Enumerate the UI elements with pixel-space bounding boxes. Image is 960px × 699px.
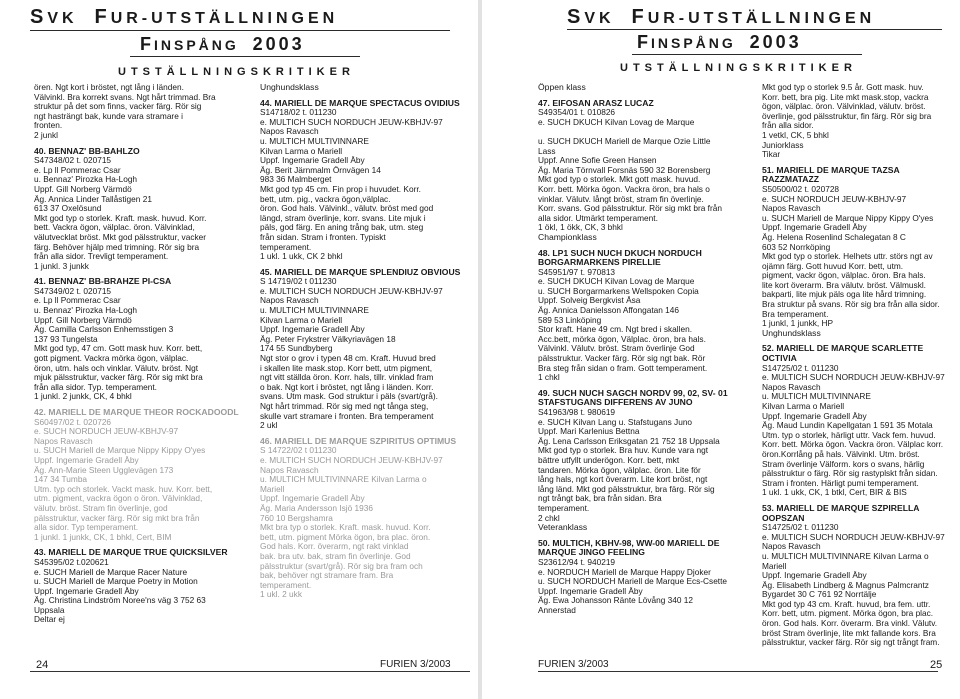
- entry-line: 147 34 Tumba: [34, 475, 88, 485]
- entry-line: tandaren. Mörka ögon, välplac. öron. Lite för: [538, 465, 701, 475]
- entry-line: 1 ukl. 1 ukk, CK, 1 btkl, Cert, BIR & BIS: [762, 488, 907, 498]
- right-column-2: [762, 83, 952, 648]
- entry-line: 603 52 Norrköping: [762, 242, 831, 252]
- entry-line: Korr. bett, utm. pigment. Mörka ögon, bra plac.: [762, 609, 934, 619]
- entry-line: pälsstruktur. Vacker färg. Rör sig ngt bak. Rör: [538, 354, 706, 364]
- entry-line: S14725/02 t. 011230: [762, 523, 839, 533]
- entry-line: Äg. Ewa Johansson Ränte Lövång 340 12: [538, 596, 693, 606]
- entry-line: e. NORDUCH Mariell de Marque Happy Djoker: [538, 567, 711, 577]
- entry-line: 1 vetkl, CK, 5 bhkl: [762, 130, 829, 140]
- entry-line: Napos Ravasch: [260, 127, 319, 137]
- entry-line: Lass: [538, 146, 556, 156]
- entry-line: Korr. bett. Mörka ögon. Vackra öron, bra hals o: [538, 184, 710, 194]
- show-entry: [538, 389, 736, 523]
- entry-line: S47349/02 t. 020715: [34, 286, 112, 296]
- show-entry: [34, 548, 242, 625]
- entry-title: 52. MARIELL DE MARQUE SCARLETTE OCTIVIA: [762, 343, 924, 364]
- entry-line: struktur på det som finns, vacker färg. Rör sig: [34, 101, 202, 112]
- entry-line: Äg. Berit Järnmalm Örnvägen 14: [260, 165, 381, 175]
- section-heading: UTSTÄLLNINGSKRITIKER: [620, 62, 857, 74]
- entry-line: Uppf. Solveig Bergkvist Åsa: [538, 296, 641, 306]
- entry-line: e. MULTICH SUCH NORDUCH JEUW-KBHJV-97: [260, 117, 443, 127]
- entry-line: e. MULTICH SUCH NORDUCH JEUW-KBHJV-97: [260, 286, 443, 296]
- entry-line: vinklar. Välutv. långt bröst, stram fin överlinje.: [538, 194, 704, 204]
- entry-line: 1 junkl. 3 junkk: [34, 261, 89, 271]
- entry-line: S23612/94 t. 940219: [538, 557, 616, 567]
- entry-line: temperament.: [260, 242, 312, 252]
- section-heading: UTSTÄLLNINGSKRITIKER: [118, 66, 355, 78]
- left-page: [0, 0, 478, 699]
- entry-line: Uppf. Gill Norberg Värmdö: [34, 315, 132, 325]
- entry-line: u. SUCH Borgarmarkens Wellspoken Copia: [538, 286, 699, 296]
- entry-line: fronten.: [34, 120, 63, 131]
- page-subtitle: FINSPÅNG 2003: [140, 34, 305, 54]
- entry-line: e. Lp ll Pommerac Csar: [34, 165, 121, 175]
- entry-line: Uppf. Gill Norberg Värmdö: [34, 184, 132, 194]
- page-title: SVK FUR-UTSTÄLLNINGEN: [30, 6, 339, 28]
- entry-line: Uppsala: [34, 605, 65, 615]
- entry-title: 48. LP1 SUCH NUCH DKUCH NORDUCH BORGARMARKENS PIRELLIE: [538, 247, 702, 268]
- entry-line: pälsstruktur, vacker färg. Rör sig mkt bra från: [34, 513, 200, 523]
- show-entry: [538, 99, 736, 233]
- entry-line: Bra steg från sidan o fram. Gott temperament.: [538, 363, 708, 373]
- entry-title: 45. MARIELL DE MARQUE SPLENDIUZ OBVIOUS: [260, 266, 461, 277]
- entry-line: bett. Vackra ögon, välplac. öron. Välvinklad,: [34, 223, 195, 233]
- class-heading: Öppen klass: [538, 82, 586, 92]
- show-entry: [260, 99, 468, 262]
- entry-line: e. MULTICH SUCH NORDUCH JEUW-KBHJV-97: [762, 532, 945, 542]
- entry-line: S 14722/02 t 011230: [260, 446, 337, 456]
- entry-line: 2 ukl: [260, 421, 278, 431]
- entry-line: Mkt god typ o storlek. Kraft. mask. huvud. Korr.: [34, 213, 207, 223]
- entry-line: Ngt hårt trimmad. Rör sig med ngt tånga steg,: [260, 402, 429, 411]
- entry-line: S47348/02 t. 020715: [34, 156, 112, 166]
- entry-line: Äg. Maud Lundin Kapellgatan 1 591 35 Motala: [762, 421, 933, 431]
- entry-line: Napos Ravasch: [762, 382, 821, 392]
- entry-line: Mariell: [762, 561, 787, 571]
- entry-line: pälsstruktur o färg. Rör sig rastyplskt från sidan.: [762, 469, 938, 479]
- entry-line: 137 93 Tungelsta: [34, 334, 98, 344]
- entry-line: 1 ökl, 1 ökk, CK, 3 bhkl: [538, 223, 623, 233]
- entry-line: u. SUCH Mariell de Marque Poetry in Motion: [34, 577, 198, 587]
- entry-line: utm. pigment, vackra ögon o öron. Välvinklad,: [34, 494, 203, 504]
- entry-line: Stram överlinje Välform. kors o svans, härlig: [762, 459, 925, 469]
- entry-line: o bak. Ngt kort i bröstet, ngt lång i länden. Korr.: [260, 382, 434, 392]
- entry-line: ngt hasträngt bak, kunde vara stramare i: [34, 110, 183, 121]
- show-entry: [762, 504, 952, 648]
- entry-line: Uppf. Ingemarie Gradell Åby: [260, 325, 365, 335]
- left-column-1: [34, 83, 242, 625]
- entry-line: Äg. Camilla Carlsson Enhemsstigen 3: [34, 325, 174, 335]
- class-heading: Unghundsklass: [260, 82, 319, 92]
- entry-line: pälsstruktur (svart/grå). Rör sig bra fram och: [260, 561, 423, 571]
- entry-line: e. SUCH DKUCH Kilvan Lovag de Marque: [538, 277, 695, 287]
- entry-title: 40. BENNAZ' BB-BAHLZO: [34, 145, 140, 156]
- entry-line: Äg. Elisabeth Lindberg & Magnus Palmcrantz: [762, 580, 929, 590]
- page-title: SVK FUR-UTSTÄLLNINGEN: [567, 6, 876, 28]
- entry-title: 50. MULTICH, KBHV-98, WW-00 MARIELL DE MARQUE JINGO FEELING: [538, 537, 720, 558]
- entry-line: 1 junkl, 1 junkk, HP: [762, 319, 834, 329]
- entry-line: Mkt god typ o storlek 9.5 år. Gott mask. huv.: [762, 83, 924, 92]
- entry-line: e. MULTICH SUCH NORDUCH JEUW-KBHJV-97: [260, 455, 443, 465]
- entry-line: Mkt god typ o storlek. Bra huv. Kunde vara ngt: [538, 446, 709, 456]
- entry-line: Napos Ravasch: [762, 204, 821, 214]
- entry-line: Bygardet 30 C 761 92 Norrtälje: [762, 590, 877, 600]
- entry-line: 983 36 Malmberget: [260, 175, 332, 185]
- entry-line: temperament.: [260, 580, 312, 590]
- entry-line: Uppf. Ingemarie Gradell Åby: [762, 411, 867, 421]
- entry-title: 53. MARIELL DE MARQUE SZPIRELLA OOPSZAN: [762, 502, 920, 523]
- entry-line: e. SUCH DKUCH Kilvan Lovag de Marque: [538, 117, 695, 127]
- entry-line: lite kort överarm. Bra välutv. bröst. Välmuskl.: [762, 280, 926, 290]
- show-entry: [762, 83, 952, 160]
- entry-line: Uppf. Ingemarie Gradell Åby: [34, 455, 139, 465]
- entry-line: 760 10 Bergshamra: [260, 513, 333, 523]
- entry-line: u. MULTICH MULTIVINNARE Kilvan Larma o: [762, 551, 929, 561]
- entry-line: Kilvan Larma o Mariell: [762, 402, 845, 411]
- entry-line: 1 ukl. 2 ukk: [260, 590, 302, 600]
- entry-line: alla sidor. Utmärkt temperament.: [538, 213, 658, 223]
- entry-line: u. MULTICH MULTIVINNARE Kilvan Larma o: [260, 475, 427, 485]
- entry-line: u. SUCH Mariell de Marque Nippy Kippy O'yes: [762, 213, 934, 223]
- entry-line: öron, utm. hals och vinklar. Välutv. bröst. Ngt: [34, 363, 199, 373]
- entry-line: u. SUCH DKUCH Mariell de Marque Ozie Little: [538, 136, 711, 146]
- entry-line: Äg. Lena Carlsson Eriksgatan 21 752 18 Uppsala: [538, 436, 720, 446]
- entry-line: mjuk pälsstruktur, vacker färg. Rör sig mkt bra: [34, 373, 203, 383]
- entry-line: Uppf. Ingemarie Gradell Åby: [34, 586, 139, 596]
- entry-line: gott pigment. Vackra mörka ögon, välplac.: [34, 354, 189, 364]
- page-number: 24: [36, 659, 49, 671]
- entry-line: God hals. Korr. överarm, ngt rakt vinklad: [260, 542, 409, 552]
- entry-line: e. SUCH Kilvan Lang u. Stafstugans Juno: [538, 417, 693, 427]
- entry-line: alla sidor. Typ temperament.: [34, 523, 139, 533]
- entry-line: u. MULTICH MULTIVINNARE: [762, 392, 871, 402]
- entry-line: Uppf. Ingemarie Gradell Åby: [762, 571, 867, 581]
- entry-line: Annerstad: [538, 605, 576, 615]
- entry-line: S41963/98 t. 980619: [538, 408, 616, 417]
- entry-line: S 14719/02 t 011230: [260, 277, 337, 287]
- entry-line: bröst Stram överlinje, lite mkt fallande kors. Bra: [762, 628, 936, 638]
- entry-line: temperament.: [538, 503, 590, 513]
- entry-line: Mkt god typ o storlek. Mkt gott mask. huvud.: [538, 175, 701, 185]
- footer-label: FURIEN 3/2003: [380, 659, 451, 670]
- entry-line: e. MULTICH SUCH NORDUCH JEUW-KBHJV-97: [762, 373, 945, 383]
- entry-line: 2 chkl: [538, 513, 560, 523]
- page-number: 25: [930, 659, 943, 671]
- entry-line: välutv. bröst. Stram fin överlinje, god: [34, 503, 168, 513]
- entry-line: svans. Utm mask. God struktur i päls (svart/grå).: [260, 392, 438, 402]
- footer-label: FURIEN 3/2003: [538, 659, 609, 670]
- show-entry: [34, 147, 242, 272]
- entry-title: 44. MARIELL DE MARQUE SPECTACUS OVIDIUS: [260, 97, 460, 108]
- entry-line: 1 ukl. 1 ukk, CK 2 bhkl: [260, 252, 343, 262]
- entry-line: Bra temperament.: [762, 309, 829, 319]
- entry-line: färg. Behöver hjälp med trimning. Rör sig bra: [34, 242, 200, 252]
- show-entry: [34, 408, 242, 542]
- entry-line: S14718/02 t. 011230: [260, 108, 337, 118]
- show-entry: [762, 166, 952, 329]
- entry-line: Äg. Helena Rosenlind Schalegatan 8 C: [762, 232, 906, 242]
- entry-line: Acc.bett, mörka ögon, Välplac. öron, bra hals.: [538, 334, 706, 344]
- entry-line: Äg. Christina Lindström Noree'ns väg 3 752 63: [34, 596, 206, 606]
- entry-title: 51. MARIELL DE MARQUE TAZSA RAZZMATAZZ: [762, 164, 900, 185]
- entry-line: bett, utm. pig., vackra ögon,välplac.: [260, 194, 391, 204]
- entry-line: e. SUCH Mariell de Marque Racer Nature: [34, 567, 188, 577]
- entry-line: från sidan. Stram i fronten. Typiskt: [260, 232, 386, 242]
- entry-line: Kilvan Larma o Mariell: [260, 315, 343, 325]
- entry-line: längd, stram överlinje, korr. svans. Lite mjuk i: [260, 213, 426, 223]
- page-subtitle: FINSPÅNG 2003: [637, 32, 802, 52]
- class-heading: Unghundsklass: [762, 327, 821, 338]
- entry-line: Korr. svans. God pälsstruktur. Rör sig mkt bra från: [538, 204, 722, 214]
- entry-line: öron. God hals. Välvinkl., välutv. bröst med god: [260, 204, 434, 214]
- entry-line: Välvinkl. Bra korrekt svans. Ngt hårt trimmad. Bra: [34, 91, 216, 102]
- entry-line: Uppf. Anne Sofie Green Hansen: [538, 156, 657, 166]
- entry-line: Äg. Maria Andersson Isjö 1936: [260, 503, 373, 513]
- entry-line: Napos Ravasch: [762, 542, 821, 552]
- entry-line: bak. bra utv. bak, stram fin överlinje. God: [260, 551, 411, 561]
- entry-line: Mkt god typ 43 cm. Kraft. huvud, bra fem. uttr.: [762, 599, 931, 609]
- entry-line: S49354/01 t. 010826: [538, 108, 616, 118]
- entry-line: bättre utfyllt underögon. Korr. bett, mkt: [538, 455, 680, 465]
- entry-line: ngt trångt bak, bra från sidan. Bra: [538, 494, 662, 504]
- entry-line: bett, utm. pigment Mörka ögon, bra plac. öron.: [260, 532, 431, 542]
- entry-title: 49. SUCH NUCH SAGCH NORDV 99, 02, SV- 01 STAFSTUGANS DIFFERENS AV JUNO: [538, 387, 728, 408]
- entry-line: pigment, vackr ögon, välplac. öron. Bra hals.: [762, 271, 926, 281]
- left-column-2: [260, 83, 468, 600]
- entry-line: u. SUCH Mariell de Marque Nippy Kippy O'yes: [34, 446, 206, 456]
- entry-line: e. SUCH NORDUCH JEUW-KBHJV-97: [34, 427, 179, 437]
- entry-line: ögon, välplac. öron. Välvinklad, välutv. bröst.: [762, 102, 926, 112]
- entry-line: Äg. Peter Frykstrer Välkyriavägen 18: [260, 334, 396, 344]
- footer-rule: [538, 671, 938, 672]
- entry-line: Utm. typ o storlek, härligt uttr. Vack fem. huvud.: [762, 430, 936, 440]
- show-entry: [762, 344, 952, 498]
- entry-line: Äg. Annica Linder Tallåstigen 21: [34, 194, 152, 204]
- entry-line: Uppf. Ingemarie Gradell Åby: [538, 586, 643, 596]
- entry-line: från alla sidor.: [762, 121, 814, 131]
- entry-line: Ngt stor o grov i typen 48 cm. Kraft. Huvud bred: [260, 354, 436, 364]
- entry-line: Stor kraft. Hane 49 cm. Ngt bred i skallen.: [538, 325, 693, 335]
- subtitle-rule: [632, 54, 862, 55]
- entry-line: e. Lp ll Pommerac Csar: [34, 296, 121, 306]
- continued-entry: [34, 83, 242, 141]
- entry-line: ojämn färg. Gott huvud Korr. bett, utm.: [762, 261, 904, 271]
- footer-rule: [30, 671, 470, 672]
- entry-line: öron.Korrlång på hals. Välvinkl. Utm. bröst.: [762, 449, 920, 459]
- entry-line: bak, behöver ngt stramare fram. Bra: [260, 571, 394, 581]
- show-entry: [538, 249, 736, 383]
- entry-line: Mkt god typ, 47 cm. Gott mask huv. Korr. bett,: [34, 344, 203, 354]
- entry-line: Tikar: [762, 150, 781, 160]
- entry-line: Stram i fronten. Härligt pumi temperament.: [762, 478, 919, 488]
- entry-line: Kilvan Larma o Mariell: [260, 146, 343, 156]
- entry-line: Deltar ej: [34, 615, 65, 625]
- entry-line: Uppf. Ingemarie Gradell Åby: [260, 156, 365, 166]
- entry-line: öron. God hals. Korr. överarm. Bra vinkl. Välutv.: [762, 619, 938, 629]
- entry-line: u. Bennaz' Pirozka Ha-Logh: [34, 306, 138, 316]
- entry-line: u. MULTICH MULTIVINNARE: [260, 136, 369, 146]
- right-page: [482, 0, 960, 699]
- entry-line: S14725/02 t. 011230: [762, 363, 839, 373]
- entry-title: 42. MARIELL DE MARQUE THEOR ROCKADOODL: [34, 407, 239, 417]
- entry-line: S50500/02 t. 020728: [762, 184, 840, 194]
- entry-line: [538, 127, 736, 137]
- entry-line: Bra struktur på svans. Rör sig bra från alla sidor.: [762, 300, 940, 310]
- entry-line: skulle vart stramare i fronten. Bra temperament: [260, 411, 434, 421]
- entry-line: välutvecklat bröst. Mkt god pälsstruktur, vacker: [34, 232, 206, 242]
- entry-line: Mariell: [260, 484, 285, 494]
- entry-line: ören. Ngt kort i bröstet, ngt lång i länden.: [34, 82, 184, 92]
- entry-line: 613 37 Oxelösund: [34, 204, 102, 214]
- entry-line: e. SUCH NORDUCH JEUW-KBHJV-97: [762, 194, 907, 204]
- entry-line: Mkt bra typ o storlek. Kraft. mask. huvud. Korr.: [260, 523, 431, 533]
- entry-title: 43. MARIELL DE MARQUE TRUE QUICKSILVER: [34, 547, 228, 558]
- entry-line: Napos Ravasch: [34, 436, 93, 446]
- entry-line: Äg. Annica Danielsson Affongatan 146: [538, 306, 680, 316]
- entry-line: 1 junkl. 1 junkk, CK, 1 bhkl, Cert, BIM: [34, 532, 172, 542]
- entry-line: Välvinkl. Välutv. bröst. Stram överlinje God: [538, 344, 695, 354]
- entry-line: i skallen lite mask.stop. Korr bett, utm pigment,: [260, 363, 432, 373]
- entry-line: Uppf. Mari Karlenius Bettna: [538, 427, 640, 437]
- entry-line: u. Bennaz' Pirozka Ha-Logh: [34, 175, 138, 185]
- show-entry: [260, 437, 468, 600]
- entry-title: 46. MARIELL DE MARQUE SZPIRITUS OPTIMUS: [260, 435, 457, 446]
- entry-line: S45395/02 t.020621: [34, 557, 109, 567]
- subtitle-rule: [130, 56, 360, 57]
- entry-line: överlinje, god pälsstruktur, fin färg. Rör sig bra: [762, 111, 932, 121]
- class-heading: Championklass: [538, 231, 597, 242]
- entry-line: Napos Ravasch: [260, 296, 319, 306]
- entry-line: Uppf. Ingemarie Gradell Åby: [260, 494, 365, 504]
- entry-line: från alla sidor. Typ. temperament.: [34, 382, 157, 392]
- title-rule: [567, 29, 942, 30]
- entry-line: Napos Ravasch: [260, 465, 319, 475]
- entry-line: Mkt god typ 45 cm. Fin prop i huvudet. Korr.: [260, 184, 421, 194]
- entry-line: 1 chkl: [538, 373, 560, 383]
- entry-line: Äg. Maria Törnvall Forsnäs 590 32 Borensberg: [538, 165, 711, 175]
- entry-line: från alla sidor. Trevligt temperament.: [34, 252, 169, 262]
- entry-line: Juniorklass: [762, 140, 804, 150]
- entry-line: Mkt god typ o storlek. Helhets uttr. störs ngt av: [762, 252, 933, 262]
- show-entry: [538, 539, 736, 616]
- show-entry: [260, 268, 468, 431]
- entry-line: 1 junkl. 2 junkk, CK, 4 bhkl: [34, 392, 132, 402]
- title-rule: [30, 30, 450, 31]
- entry-line: S45951/97 t. 970813: [538, 267, 616, 277]
- right-column-1: [538, 83, 736, 615]
- entry-line: lång länd. Mkt god pälsstruktur, bra färg. Rör sig: [538, 484, 715, 494]
- entry-line: ngt vitt ställda öron. Korr. hals, tillr. vinklad fram: [260, 373, 434, 383]
- entry-line: u. MULTICH MULTIVINNARE: [260, 306, 369, 316]
- entry-line: pälsstruktur, vacker färg. Rör sig ngt trångt fram.: [762, 638, 940, 648]
- entry-line: 2 junkl: [34, 129, 58, 140]
- show-entry: [34, 277, 242, 402]
- entry-line: Korr. bett. Mörka ögon. Vackra öron. Välplac korr.: [762, 440, 944, 450]
- entry-line: Utm. typ och storlek. Vackt mask. huv. Korr. bett,: [34, 484, 213, 494]
- entry-title: 41. BENNAZ' BB-BRAHZE PI-CSA: [34, 276, 172, 287]
- entry-line: Äg. Ann-Marie Steen Ugglevägen 173: [34, 465, 174, 475]
- class-heading: Veteranklass: [538, 522, 588, 533]
- entry-line: S60497/02 t. 020726: [34, 417, 112, 427]
- entry-line: bakparti, lite mjuk päls oga lite hård trimning.: [762, 290, 927, 300]
- entry-line: 589 53 Linköping: [538, 315, 602, 325]
- entry-line: päls, god färg. En aning trång bak, utm. steg: [260, 223, 424, 233]
- entry-line: Korr. bett, bra pig. Lite mkt mask.stop, vackra: [762, 92, 929, 102]
- entry-line: u. SUCH NORDUCH Mariell de Marque Ecs-Csette: [538, 577, 728, 587]
- entry-line: Uppf. Ingemarie Gradell Åby: [762, 223, 867, 233]
- entry-title: 47. EIFOSAN ARASZ LUCAZ: [538, 97, 654, 108]
- entry-line: 174 55 Sundbyberg: [260, 344, 333, 354]
- entry-line: lång hals, ngt kort överarm. Lite kort bröst, ngt: [538, 475, 708, 485]
